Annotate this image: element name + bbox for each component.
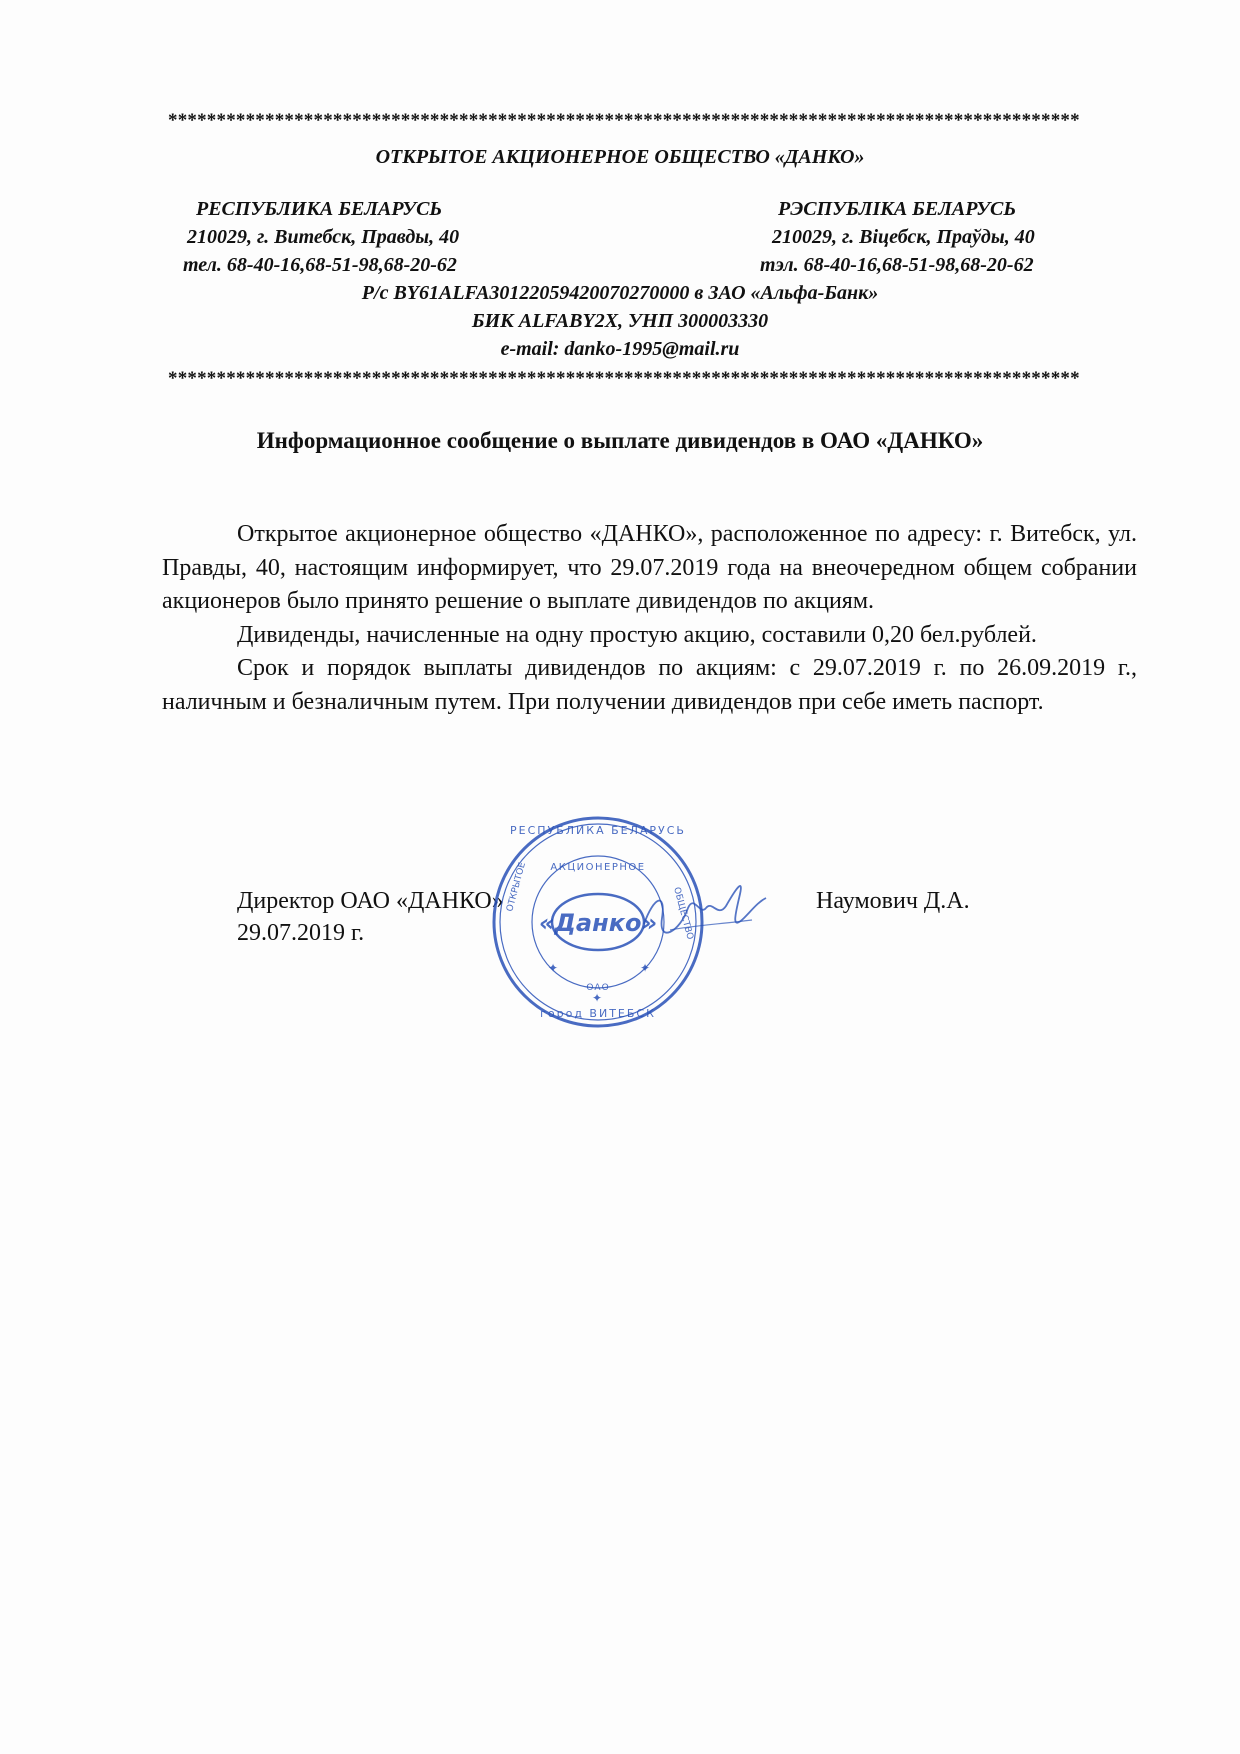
left-address: 210029, г. Витебск, Правды, 40 bbox=[187, 226, 460, 248]
right-address: 210029, г. Вiцебск, Праўды, 40 bbox=[772, 226, 1035, 248]
left-country: РЕСПУБЛИКА БЕЛАРУСЬ bbox=[196, 198, 443, 220]
svg-text:ОБЩЕСТВО: ОБЩЕСТВО bbox=[671, 886, 695, 941]
email: e-mail: danko-1995@mail.ru bbox=[500, 338, 740, 360]
svg-text:✦: ✦ bbox=[592, 991, 603, 1005]
left-phone: тел. 68-40-16,68-51-98,68-20-62 bbox=[183, 254, 457, 276]
svg-text:ОАО: ОАО bbox=[586, 983, 610, 993]
company-name: ОТКРЫТОЕ АКЦИОНЕРНОЕ ОБЩЕСТВО «ДАНКО» bbox=[375, 146, 865, 168]
body-text bbox=[162, 518, 1137, 719]
paragraph-payment-terms: Срок и порядок выплаты дивидендов по акциям: с 29.07.2019 г. по 26.09.2019 г., наличным и безналичным путем. При получении дивидендов при себе иметь паспорт. bbox=[162, 655, 1137, 715]
svg-text:✦: ✦ bbox=[640, 961, 651, 975]
svg-text:АКЦИОНЕРНОЕ: АКЦИОНЕРНОЕ bbox=[550, 862, 646, 873]
svg-text:ОТКРЫТОЕ: ОТКРЫТОЕ bbox=[505, 861, 528, 913]
document-title: Информационное сообщение о выплате дивидендов в ОАО «ДАНКО» bbox=[256, 428, 984, 453]
header-top-stars: ********************************************************************************************** bbox=[168, 110, 1080, 131]
svg-text:город ВИТЕБСК: город ВИТЕБСК bbox=[540, 1007, 656, 1020]
bank-ids: БИК ALFABY2X, УНП 300003330 bbox=[471, 310, 769, 332]
svg-text:РЕСПУБЛИКА БЕЛАРУСЬ: РЕСПУБЛИКА БЕЛАРУСЬ bbox=[510, 824, 686, 837]
bank-account: Р/с BY61ALFA30122059420070270000 в ЗАО «Альфа-Банк» bbox=[361, 282, 879, 304]
header-bottom-stars: ********************************************************************************************** bbox=[168, 368, 1080, 389]
right-country: РЭСПУБЛIКА БЕЛАРУСЬ bbox=[778, 198, 1016, 220]
svg-text:«Данко»: «Данко» bbox=[538, 909, 658, 937]
paragraph-dividend-amount: Дивиденды, начисленные на одну простую акцию, составили 0,20 бел.рублей. bbox=[237, 621, 1037, 648]
handwritten-signature bbox=[640, 868, 770, 948]
right-phone: тэл. 68-40-16,68-51-98,68-20-62 bbox=[760, 254, 1034, 276]
paragraph-intro: Открытое акционерное общество «ДАНКО», расположенное по адресу: г. Витебск, ул. Правды, 40, настоящим информирует, что 29.07.2019 года на внеочередном общем собрании акционеров было принято решение о выплате дивидендов по акциям. bbox=[162, 521, 1137, 614]
signatory-position: Директор ОАО «ДАНКО» bbox=[237, 888, 504, 914]
signatory-name: Наумович Д.А. bbox=[816, 888, 970, 914]
signature-date: 29.07.2019 г. bbox=[237, 920, 365, 946]
svg-text:✦: ✦ bbox=[548, 961, 559, 975]
